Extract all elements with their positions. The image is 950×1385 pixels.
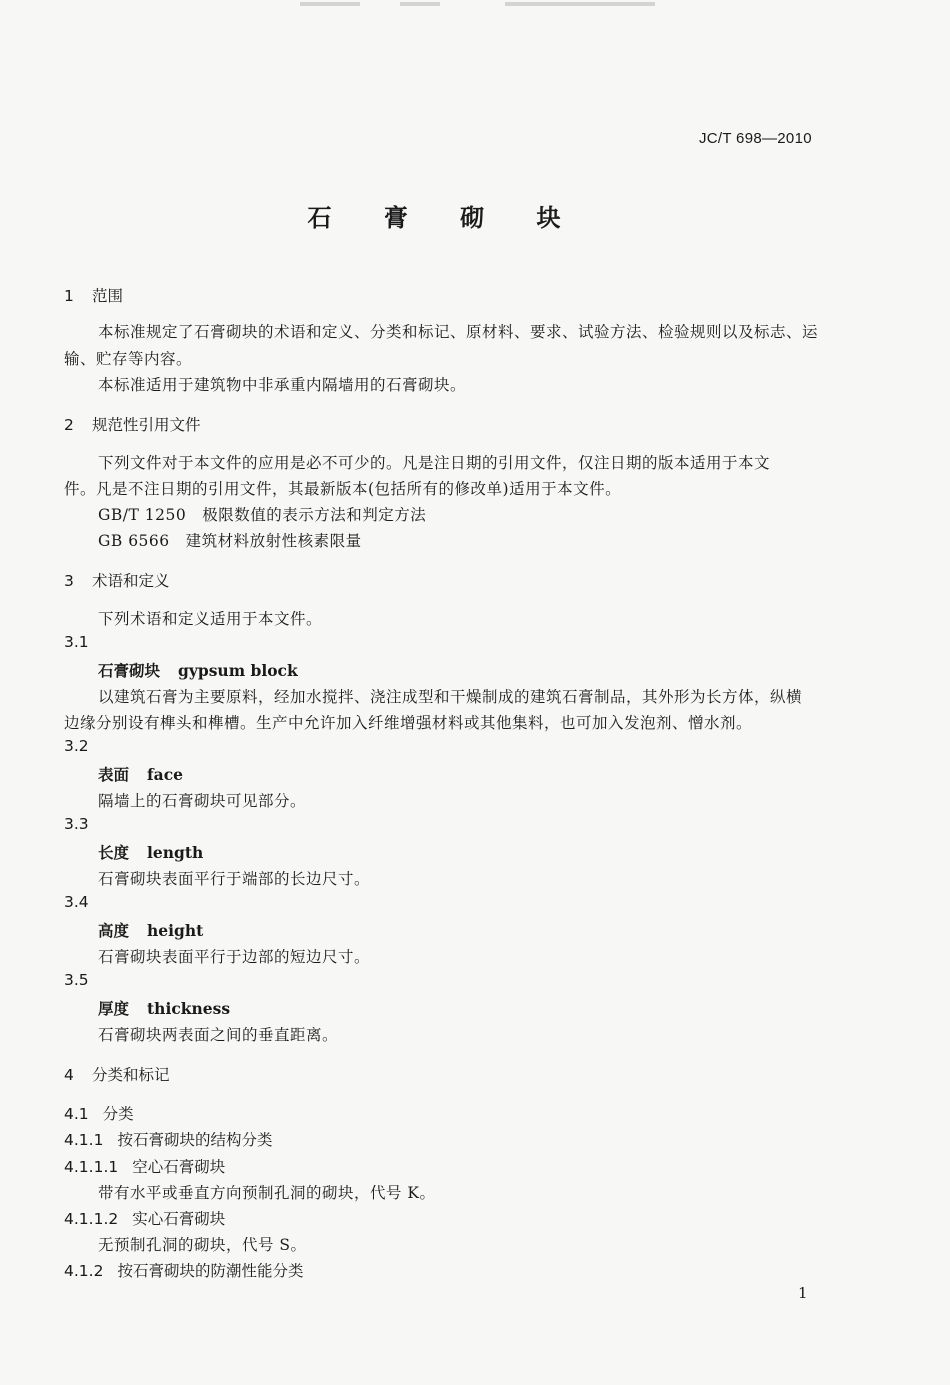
paragraph-line: 下列术语和定义适用于本文件。 (98, 610, 323, 628)
clause-title: 按石膏砌块的防潮性能分类 (117, 1262, 304, 1280)
term-zh: 高度 (98, 921, 130, 940)
scan-artifact (400, 2, 440, 6)
section-number: 1 (64, 287, 74, 305)
definition-line: 石膏砌块表面平行于边部的短边尺寸。 (98, 948, 371, 966)
paragraph-line: 本标准规定了石膏砌块的术语和定义、分类和标记、原材料、要求、试验方法、检验规则以及标志、运 (98, 323, 819, 341)
section-number: 2 (64, 416, 74, 434)
clause-number: 4.1.1.2 (64, 1210, 119, 1228)
definition-line: 石膏砌块两表面之间的垂直距离。 (98, 1026, 339, 1044)
definition-line: 以建筑石膏为主要原料，经加水搅拌、浇注成型和干燥制成的建筑石膏制品，其外形为长方体，纵横 (98, 688, 803, 706)
term-en: face (147, 765, 184, 784)
paragraph-line: 带有水平或垂直方向预制孔洞的砌块，代号 K。 (98, 1184, 436, 1202)
term-number: 3.5 (64, 971, 89, 989)
paragraph-line: 件。凡是不注日期的引用文件，其最新版本(包括所有的修改单)适用于本文件。 (64, 480, 622, 498)
term-en: length (147, 843, 204, 862)
scan-artifact (300, 2, 360, 6)
reference-title: 建筑材料放射性核素限量 (185, 532, 362, 550)
clause-number: 4.1 (64, 1105, 89, 1123)
term-number: 3.2 (64, 737, 89, 755)
term-number: 3.3 (64, 815, 89, 833)
term-entry (98, 659, 298, 681)
clause-title: 实心石膏砌块 (132, 1210, 226, 1228)
term-en: thickness (147, 999, 231, 1018)
section-3-heading (64, 569, 170, 591)
term-number: 3.1 (64, 633, 89, 651)
term-entry (98, 919, 203, 941)
section-4-heading (64, 1063, 170, 1085)
reference-title: 极限数值的表示方法和判定方法 (202, 506, 427, 524)
term-zh: 厚度 (98, 999, 130, 1018)
document-title: 石 膏 砌 块 (307, 204, 583, 232)
section-title: 范围 (92, 287, 124, 305)
definition-line: 隔墙上的石膏砌块可见部分。 (98, 792, 307, 810)
term-number: 3.4 (64, 893, 89, 911)
clause-number: 4.1.1.1 (64, 1158, 119, 1176)
paragraph-line: 无预制孔洞的砌块，代号 S。 (98, 1236, 307, 1254)
reference-code: GB 6566 (98, 532, 170, 550)
page-number: 1 (798, 1284, 808, 1302)
clause-title: 分类 (102, 1105, 134, 1123)
reference-code: GB/T 1250 (98, 506, 187, 524)
definition-line: 边缘分别设有榫头和榫槽。生产中允许加入纤维增强材料或其他集料，也可加入发泡剂、憎水剂。 (64, 714, 753, 732)
term-entry (98, 763, 183, 785)
section-title: 分类和标记 (92, 1066, 170, 1084)
clause-heading (64, 1102, 134, 1124)
section-title: 规范性引用文件 (92, 416, 201, 434)
clause-heading (64, 1155, 225, 1177)
paragraph-line: 下列文件对于本文件的应用是必不可少的。凡是注日期的引用文件，仅注日期的版本适用于本文 (98, 454, 771, 472)
term-en: gypsum block (178, 661, 298, 680)
term-zh: 石膏砌块 (98, 661, 161, 680)
section-number: 4 (64, 1066, 74, 1084)
definition-line: 石膏砌块表面平行于端部的长边尺寸。 (98, 870, 371, 888)
clause-number: 4.1.1 (64, 1131, 104, 1149)
section-number: 3 (64, 572, 74, 590)
clause-title: 空心石膏砌块 (132, 1158, 226, 1176)
scan-artifact (505, 2, 655, 6)
paragraph-line: 输、贮存等内容。 (64, 350, 193, 368)
reference-item (98, 503, 426, 525)
clause-heading (64, 1259, 303, 1281)
section-2-heading (64, 413, 201, 435)
term-zh: 长度 (98, 843, 130, 862)
term-entry (98, 841, 203, 863)
section-title: 术语和定义 (92, 572, 170, 590)
reference-item (98, 529, 362, 551)
paragraph-line: 本标准适用于建筑物中非承重内隔墙用的石膏砌块。 (98, 376, 467, 394)
term-entry (98, 997, 230, 1019)
section-1-heading (64, 284, 123, 306)
clause-number: 4.1.2 (64, 1262, 104, 1280)
clause-title: 按石膏砌块的结构分类 (117, 1131, 273, 1149)
term-zh: 表面 (98, 765, 130, 784)
clause-heading (64, 1207, 225, 1229)
clause-heading (64, 1128, 272, 1150)
term-en: height (147, 921, 204, 940)
standard-number: JC/T 698—2010 (699, 130, 812, 147)
